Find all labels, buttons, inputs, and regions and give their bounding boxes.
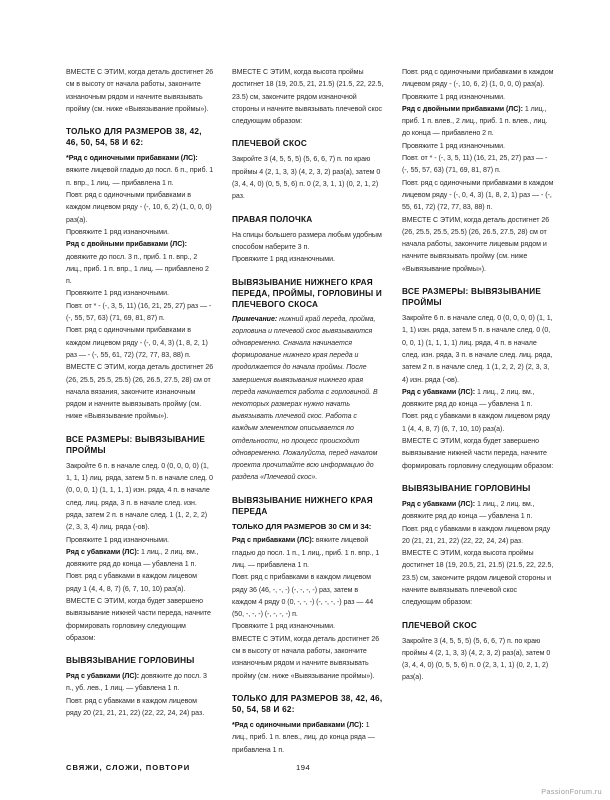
- section-heading: ПЛЕЧЕВОЙ СКОС: [232, 139, 307, 149]
- text-column-left: [66, 66, 214, 719]
- instruction-paragraph: Провяжите 1 ряд изнаночными.: [402, 141, 505, 150]
- instruction-paragraph: [66, 670, 214, 695]
- instruction-paragraph: ВМЕСТЕ С ЭТИМ, когда деталь достигнет 26 см в высоту от начала работы, закончите изнаночным рядом и начните вывязывать пройму (см. ниже «Вывязывание проймы»).: [66, 68, 214, 113]
- section-heading: ВЫВЯЗЫВАНИЕ НИЖНЕГО КРАЯ ПЕРЕДА: [232, 496, 373, 517]
- section-heading: ВЫВЯЗЫВАНИЕ ГОРЛОВИНЫ: [402, 483, 531, 493]
- instruction-paragraph: Провяжите 1 ряд изнаночными.: [232, 255, 335, 264]
- instruction-text: довяжите до посл. 3 п., уб. лев., 1 лиц. — убавлена 1 п.: [66, 672, 207, 693]
- instruction-paragraph: ВМЕСТЕ С ЭТИМ, когда будет завершено вывязывание нижней части переда, начните формировать горловину следующим образом:: [66, 596, 211, 642]
- row-label: Ряд с двойными прибавками (ЛС):: [402, 104, 523, 113]
- instruction-text: нижний край переда, пройма, горловина и плечевой скос вывязываются одновременно. Сначала начинается формирование нижнего края переда и продолжается до начала проймы. После завершения вывязывания нижнего края переда начинается работа с горловиной. В некоторых размерах нужно начать вывязывать плечевой скос. Работа с каждым элементом описывается по отдельности, но процесс происходит одновременно. Пожалуйста, перед началом проекта прочитайте всю информацию до раздела «Плечевой скос».: [232, 315, 378, 482]
- section-heading: ПЛЕЧЕВОЙ СКОС: [402, 620, 477, 630]
- instruction-paragraph: [66, 546, 214, 571]
- section-heading: ВСЕ РАЗМЕРЫ: ВЫВЯЗЫВАНИЕ ПРОЙМЫ: [66, 434, 206, 455]
- page-number: 194: [296, 763, 311, 772]
- instruction-paragraph: Повт. ряд с прибавками в каждом лицевом ряду 36 (46, -, -, -) (-, -, -, -) раз, затем в каждом 4 ряду 0 (0, -, -, -) (-, -, -, -) раз — 44 (50, -, -, -) (-, -, -, -) п.: [232, 573, 374, 619]
- row-label: Ряд с убавками (ЛС):: [402, 499, 476, 508]
- section-heading: ВЫВЯЗЫВАНИЕ НИЖНЕГО КРАЯ ПЕРЕДА, ПРОЙМЫ, ГОРЛОВИНЫ И ПЛЕЧЕВОГО СКОСА: [232, 277, 383, 309]
- section-heading: ТОЛЬКО ДЛЯ РАЗМЕРОВ 38, 42, 46, 50, 54, 58 И 62:: [232, 693, 383, 714]
- instruction-paragraph: Повт. ряд с убавками в каждом лицевом ряду 1 (4, 4, 8, 7) (6, 7, 10, 10) раз(а).: [402, 412, 551, 433]
- instruction-paragraph: Провяжите 1 ряд изнаночными.: [232, 622, 335, 631]
- instruction-paragraph: Провяжите 1 ряд изнаночными.: [402, 92, 505, 101]
- watermark: PassionForum.ru: [541, 787, 602, 796]
- instruction-paragraph: ВМЕСТЕ С ЭТИМ, когда деталь достигнет 26 (26, 25.5, 25.5, 25.5) (26, 26.5, 27.5, 28) см от начала вязания, закончите изнаночным рядом и начните вывязывать пройму (см. ниже «Вывязывание проймы»).: [66, 363, 214, 421]
- instruction-paragraph: [232, 534, 384, 571]
- instruction-paragraph: Повт. ряд с одиночными прибавками в каждом лицевом ряду - (-, 10, 6, 2) (1, 0, 0, 0) раз(а).: [402, 68, 554, 89]
- instruction-paragraph: Повт. ряд с убавками в каждом лицевом ряду 1 (4, 4, 8, 7) (6, 7, 10, 10) раз(а).: [66, 572, 197, 593]
- text-column-right: [402, 66, 554, 684]
- row-label: *Ряд с одиночными прибавками (ЛС):: [232, 720, 364, 729]
- instruction-paragraph: [232, 719, 384, 756]
- section-heading: ПРАВАЯ ПОЛОЧКА: [232, 214, 313, 224]
- instruction-paragraph: Повт. ряд с убавками в каждом лицевом ряду 20 (21, 21, 21, 22) (22, 22, 24, 24) раз.: [66, 696, 205, 718]
- subsection-heading: ТОЛЬКО ДЛЯ РАЗМЕРОВ 30 СМ И 34:: [232, 522, 372, 532]
- instruction-paragraph: Провяжите 1 ряд изнаночными.: [66, 289, 169, 298]
- instruction-paragraph: ВМЕСТЕ С ЭТИМ, когда деталь достигнет 26 (26, 25.5, 25.5, 25.5) (26, 26.5, 27.5, 28) см от начала работы, закончите лицевым рядом и начните вывязывать пройму (см. ниже «Вывязывание проймы»).: [402, 215, 550, 273]
- instruction-paragraph: Закройте 3 (4, 5, 5, 5) (5, 6, 6, 7) п. по краю проймы 4 (2, 1, 3, 3) (4, 2, 3, 2) раз(а), затем 0 (3, 4, 4, 0) (0, 5, 5, 6) п. 0 (2, 3, 1, 1) (0, 2, 1, 2) раз(а).: [402, 636, 551, 682]
- instruction-paragraph: [402, 498, 554, 523]
- section-heading: ВСЕ РАЗМЕРЫ: ВЫВЯЗЫВАНИЕ ПРОЙМЫ: [402, 287, 542, 308]
- instruction-paragraph: [66, 152, 214, 189]
- note-paragraph: [232, 314, 384, 485]
- instruction-paragraph: ВМЕСТЕ С ЭТИМ, когда деталь достигнет 26 см в высоту от начала работы, закончите изнаночным рядом и начните вывязывать пройму (см. ниже «Вывязывание проймы»).: [232, 634, 380, 680]
- instruction-paragraph: ВМЕСТЕ С ЭТИМ, когда высота проймы достигнет 18 (19, 20.5, 21, 21.5) (21.5, 22, 22.5, 23.5) см, закончите рядом изнаночной стороны и начните вывязывать плечевой скос следующим образом:: [232, 68, 384, 126]
- section-heading: ТОЛЬКО ДЛЯ РАЗМЕРОВ 38, 42, 46, 50, 54, 58 И 62:: [66, 127, 202, 148]
- instruction-paragraph: Провяжите 1 ряд изнаночными.: [66, 227, 169, 236]
- instruction-paragraph: Повт. ряд с одиночными прибавками в каждом лицевом ряду - (-, 10, 6, 2) (1, 0, 0, 0) раз(а).: [66, 191, 212, 224]
- instruction-paragraph: ВМЕСТЕ С ЭТИМ, когда будет завершено вывязывание нижней части переда, начните формировать горловину следующим образом:: [402, 437, 554, 470]
- row-label: Ряд с убавками (ЛС):: [66, 672, 140, 681]
- instruction-text: 1 лиц., приб. 1 п. влев., лиц. до конца ряда — прибавлена 1 п.: [232, 720, 375, 754]
- row-label: Ряд с двойными прибавками (ЛС):: [66, 240, 187, 249]
- instruction-text: довяжите до посл. 3 п., приб. 1 п. впр., 2 лиц., приб. 1 п. впр., 1 лиц. — прибавлено 2 п.: [66, 252, 209, 286]
- instruction-paragraph: Повт. от * - (-, 3, 5, 11) (16, 21, 25, 27) раз — - (-, 55, 57, 63) (71, 69, 81, 87) п.: [66, 301, 212, 323]
- instruction-text: вяжите лицевой гладью до посл. 1 п., 1 лиц., приб. 1 п. впр., 1 лиц. — прибавлена 1 п.: [232, 536, 380, 569]
- row-label: Примечание:: [232, 315, 278, 323]
- instruction-text: 1 лиц., 2 лиц. вм., довяжите ряд до конца — убавлена 1 п.: [402, 387, 535, 409]
- instruction-paragraph: ВМЕСТЕ С ЭТИМ, когда высота проймы достигнет 18 (19, 20.5, 21, 21.5) (21.5, 22, 22.5, 23.5) см, закончите рядом лицевой стороны и начните вывязывать плечевой скос следующим образом:: [402, 549, 554, 607]
- instruction-text: 1 лиц., 2 лиц. вм., довяжите ряд до конца — убавлена 1 п.: [66, 547, 199, 569]
- instruction-paragraph: Закройте 6 п. в начале след. 0 (0, 0, 0, 0) (1, 1, 1, 1) лиц. ряда, затем 5 п. в начале след. 0 (0, 0, 0, 1) (1, 1, 1, 1) изн. ряда, 4 п. в начале след. лиц. ряда, 3 п. в начале след. изн. ряда, затем 2 п. в начале след. 1 (1, 2, 2, 2) (2, 3, 3, 4) лиц. ряда (-ов).: [66, 461, 213, 532]
- instruction-paragraph: Закройте 6 п. в начале след. 0 (0, 0, 0, 0) (1, 1, 1, 1) изн. ряда, затем 5 п. в начале след. 0 (0, 0, 0, 1) (1, 1, 1, 1) лиц. ряда, 4 п. в начале след. изн. ряда, 3 п. в начале след. лиц. ряда, затем 2 п. в начале след. 1 (1, 2, 2, 2) (2, 3, 3, 4) изн. ряда (-ов).: [402, 314, 553, 384]
- instruction-paragraph: [66, 238, 214, 287]
- section-heading: ВЫВЯЗЫВАНИЕ ГОРЛОВИНЫ: [66, 656, 195, 666]
- row-label: Ряд с убавками (ЛС):: [402, 387, 476, 396]
- instruction-paragraph: На спицы большего размера любым удобным способом наберите 3 п.: [232, 230, 382, 251]
- instruction-text: 1 лиц., приб. 1 п. влев., 2 лиц., приб. 1 п. влев., лиц. до конца — прибавлено 2 п.: [402, 104, 548, 138]
- row-label: Ряд с прибавками (ЛС):: [232, 536, 314, 545]
- instruction-paragraph: Повт. ряд с одиночными прибавками в каждом лицевом ряду - (-, 0, 4, 3) (1, 8, 2, 1) раз — - (-, 55, 61, 72) (72, 77, 83, 88) п.: [402, 178, 554, 212]
- row-label: *Ряд с одиночными прибавками (ЛС):: [66, 154, 198, 163]
- instruction-paragraph: Провяжите 1 ряд изнаночными.: [66, 535, 169, 544]
- text-column-middle: [232, 66, 384, 756]
- instruction-paragraph: Повт. ряд с убавками в каждом лицевом ряду 20 (21, 21, 21, 22) (22, 22, 24, 24) раз.: [402, 524, 551, 545]
- footer-magazine-title: СВЯЖИ, СЛОЖИ, ПОВТОРИ: [66, 763, 191, 772]
- instruction-text: вяжите лицевой гладью до посл. 6 п., приб. 1 п. впр., 1 лиц. — прибавлена 1 п.: [66, 166, 214, 187]
- instruction-paragraph: [402, 386, 554, 411]
- instruction-paragraph: [402, 103, 554, 140]
- instruction-paragraph: Повт. от * - (-, 3, 5, 11) (16, 21, 25, 27) раз — - (-, 55, 57, 63) (71, 69, 81, 87) п.: [402, 154, 548, 175]
- instruction-text: 1 лиц., 2 лиц. вм., довяжите ряд до конца — убавлена 1 п.: [402, 499, 535, 521]
- row-label: Ряд с убавками (ЛС):: [66, 547, 140, 556]
- instruction-paragraph: Закройте 3 (4, 5, 5, 5) (5, 6, 6, 7) п. по краю проймы 4 (2, 1, 3, 3) (4, 2, 3, 2) раз(а), затем 0 (3, 4, 4, 0) (0, 5, 5, 6) п. 0 (2, 3, 1, 1) (0, 2, 1, 2) раз.: [232, 155, 381, 201]
- instruction-paragraph: Повт. ряд с одиночными прибавками в каждом лицевом ряду - (-, 0, 4, 3) (1, 8, 2, 1) раз — - (-, 55, 61, 72) (72, 77, 83, 88) п.: [66, 326, 208, 359]
